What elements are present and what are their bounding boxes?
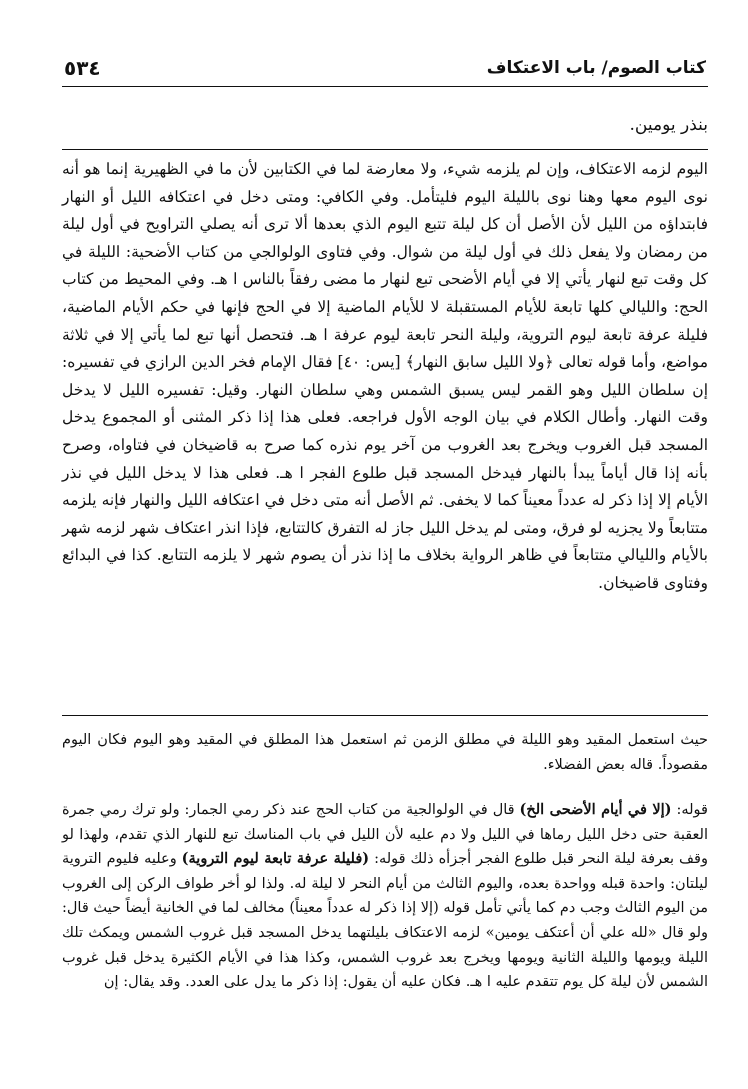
section-divider xyxy=(62,149,708,150)
book-page xyxy=(62,52,708,1082)
chapter-title: كتاب الصوم/ باب الاعتكاف xyxy=(486,58,706,78)
page-header xyxy=(62,52,708,87)
footnote-1: حيث استعمل المقيد وهو الليلة في مطلق الزمن ثم استعمل هذا المطلق في المقيد وهو اليوم فكان اليوم مقصوداً. قاله بعض الفضلاء. xyxy=(62,732,708,773)
footnote-2-lead: (إلا في أيام الأضحى الخ) xyxy=(519,801,672,818)
footnote-2-prefix: قوله: xyxy=(671,802,708,818)
page-number: ٥٣٤ xyxy=(64,56,101,80)
main-text-tail: بنذر يومين. xyxy=(629,115,708,135)
footnote-divider xyxy=(62,715,708,716)
footnote-2-part2: وعليه فليوم التروية ليلتان: واحدة قبله وواحدة بعده، واليوم الثالث من أيام النحر لا ليلة له. ولذا لو أخر طواف الركن إلى الغروب من اليوم الثالث وجب دم كما يأتي تأمل قوله (إلا إذا ذكر له عدداً معيناً) مخالف لما في الخانية أيضاً حيث قال: ولو قال «لله علي أن أعتكف يومين» لزمه الاعتكاف بليلتهما يدخل المسجد قبل غروب الشمس ويمكث تلك الليلة ويومها والليلة الثانية ويومها ويخرج بعد غروب الشمس، وكذا هذا في الأيام الكثيرة يدخل قبل غروب الشمس لأن ليلة كل يوم تتقدم عليه ا هـ. فكان عليه أن يقول: إذا ذكر ما يدل على العدد. وقد يقال: إن xyxy=(62,851,708,991)
footnote-2-lead2: (فليلة عرفة تابعة ليوم التروية) xyxy=(181,850,370,868)
footnote-2 xyxy=(62,798,708,995)
footnote-2-part1: قال في الولوالجية من كتاب الحج عند ذكر رمي الجمار: ولو ترك رمي جمرة العقبة حتى دخل الليل رماها في الليل ولا دم عليه لأن الليل في باب المناسك تبع للنهار الذي تقدم، ولهذا لو وقف بعرفة ليلة النحر قبل طلوع الفجر أجزأه ذلك قوله: xyxy=(62,802,708,868)
commentary-text: اليوم لزمه الاعتكاف، وإن لم يلزمه شيء، ولا معارضة لما في الكتابين لأن ما في الظهيرية إنما هو أنه نوى اليوم معها وهنا نوى بالليلة اليوم فليتأمل. وفي الكافي: ومتى دخل في اعتكافه الليل أو النهار فابتداؤه من الليل لأن الأصل أن كل ليلة تتبع اليوم الذي بعدها ألا ترى أنه يصلي التراويح في أول ليلة من رمضان ولا يفعل ذلك في أول ليلة من شوال. وفي فتاوى الولوالجي من كتاب الأضحية: الليلة في كل وقت تبع لنهار يأتي إلا في أيام الأضحى تبع لنهار ما مضى رفقاً بالناس ا هـ. وفي المحيط من كتاب الحج: والليالي كلها تابعة للأيام المستقبلة لا للأيام الماضية إلا في الحج فإنها في حكم الأيام الماضية، فليلة عرفة تابعة ليوم التروية، وليلة النحر تابعة ليوم عرفة ا هـ. فتحصل أنها تبع لما يأتي إلا في ثلاثة مواضع، وأما قوله تعالى ﴿ولا الليل سابق النهار﴾ [يس: ٤٠] فقال الإمام فخر الدين الرازي في تفسيره: إن سلطان الليل وهو القمر ليس يسبق الشمس وهي سلطان النهار. وقيل: تفسيره الليل لا يدخل وقت النهار. وأطال الكلام في بيان الوجه الأول فراجعه. فعلى هذا إذا ذكر المثنى أو المجموع يدخل المسجد قبل الغروب ويخرج بعد الغروب من آخر يوم نذره كما صرح به قاضيخان في فتاواه، وصرح بأنه إذا قال أياماً يبدأ بالنهار فيدخل المسجد قبل طلوع الفجر ا هـ. فعلى هذا لا يدخل الليل في نذر الأيام إلا إذا ذكر له عدداً معيناً كما لا يخفى. ثم الأصل أنه متى دخل في اعتكافه الليل والنهار فإنه يلزمه متتابعاً ولا يجزيه لو فرق، ومتى لم يدخل الليل جاز له التفرق كالتتابع، فإذا انذر اعتكاف شهر لزمه شهر بالأيام والليالي متتابعاً في ظاهر الرواية بخلاف ما إذا نذر أن يصوم شهر لا يلزمه التتابع. كذا في البدائع وفتاوى قاضيخان. xyxy=(62,160,708,592)
